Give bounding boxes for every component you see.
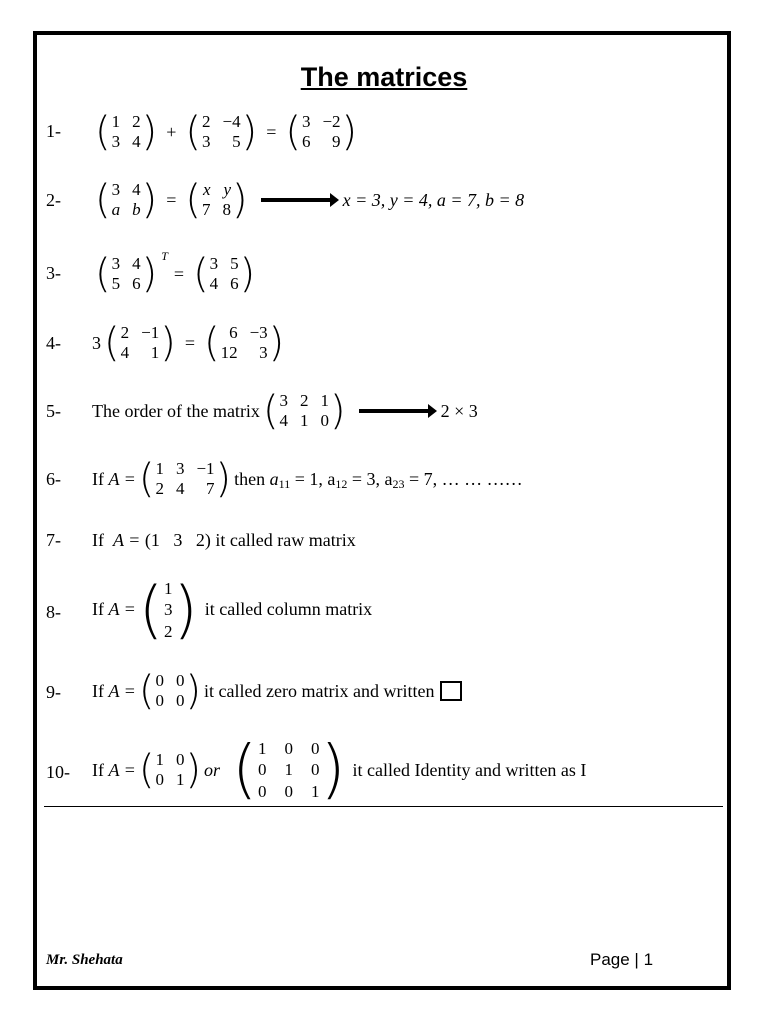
if-text: If bbox=[92, 680, 104, 701]
item-number: 4- bbox=[46, 333, 61, 353]
matrix: ( x y 7 8 ) bbox=[185, 177, 248, 223]
scalar: 3 bbox=[92, 332, 101, 353]
matrix: ( 0 0 0 0 ) bbox=[138, 668, 202, 714]
item-7-statement bbox=[92, 530, 356, 551]
item-6-statement bbox=[92, 456, 523, 502]
transpose-superscript: T bbox=[161, 248, 168, 263]
item-5-result: 2 × 3 bbox=[440, 400, 478, 421]
arrow-icon bbox=[359, 409, 431, 413]
matrix: ( 1 2 3 4 ) bbox=[95, 109, 158, 155]
then-text: then bbox=[234, 468, 266, 489]
item-3-equation: ( 3 4 5 6 ) T = ( 3 5 4 6 ) bbox=[95, 248, 256, 297]
item-number: 10- bbox=[46, 762, 70, 782]
a-equals: A = bbox=[108, 468, 136, 489]
item-number: 8- bbox=[46, 602, 61, 622]
item-number: 9- bbox=[46, 682, 61, 702]
matrix: ( 1 0 0 1 ) bbox=[138, 747, 202, 793]
item-10-statement bbox=[92, 733, 590, 807]
if-text: If bbox=[92, 599, 104, 620]
if-text: If bbox=[92, 468, 104, 489]
if-text: If bbox=[92, 530, 104, 550]
element-text: = 7, … … …… bbox=[408, 468, 523, 489]
subscript: 23 bbox=[392, 476, 405, 491]
page-border bbox=[33, 31, 731, 990]
a-equals: A = bbox=[113, 530, 141, 550]
matrix: ( 3 4 a b ) bbox=[95, 177, 158, 223]
item-9-label: it called zero matrix and written bbox=[204, 680, 435, 701]
item-4-equation: 3 ( 2 −1 4 1 ) = ( 6 −3 12 3 ) bbox=[92, 320, 285, 366]
item-7-label: it called raw matrix bbox=[215, 530, 356, 550]
matrix: ( 3 4 5 6 ) bbox=[95, 251, 158, 297]
matrix: ( 3 2 1 4 1 0 ) bbox=[262, 388, 346, 434]
element-a: a bbox=[269, 468, 279, 489]
item-2-result: x = 3, y = 4, a = 7, b = 8 bbox=[342, 189, 525, 210]
matrix: ( 6 −3 12 3 ) bbox=[203, 320, 285, 366]
item-number: 6- bbox=[46, 469, 61, 489]
item-5-label: The order of the matrix bbox=[92, 400, 260, 421]
matrix: ( 1 0 0 0 1 0 0 0 1 ) bbox=[232, 733, 346, 807]
matrix: ( 1 3 2 ) bbox=[138, 572, 198, 646]
a-equals: A = bbox=[108, 759, 136, 780]
footer-author: Mr. Shehata bbox=[46, 952, 123, 968]
matrix: ( 3 5 4 6 ) bbox=[193, 251, 256, 297]
matrix: ( 3 −2 6 9 ) bbox=[285, 109, 358, 155]
page-title: The matrices bbox=[300, 62, 468, 92]
item-number: 3- bbox=[46, 263, 61, 283]
matrix: ( 2 −1 4 1 ) bbox=[104, 320, 176, 366]
item-number: 7- bbox=[46, 530, 61, 550]
item-number: 1- bbox=[46, 121, 61, 141]
or-text: or bbox=[204, 759, 221, 780]
element-text: = 1, a bbox=[294, 468, 336, 489]
subscript: 12 bbox=[335, 476, 348, 491]
item-number: 2- bbox=[46, 190, 61, 210]
item-10-label: it called Identity and written as I bbox=[352, 759, 587, 780]
divider bbox=[44, 806, 723, 807]
arrow-icon bbox=[261, 198, 333, 202]
item-number: 5- bbox=[46, 401, 61, 421]
a-equals: A = bbox=[108, 599, 136, 620]
footer-page-number: Page | 1 bbox=[590, 950, 654, 969]
item-2-equation: ( 3 4 a b ) = ( x y 7 8 ) x = 3, y = 4, a = 7, b = 8 bbox=[95, 177, 525, 223]
item-1-equation: ( 1 2 3 4 ) + ( 2 −4 3 5 ) = ( 3 −2 6 9 ) bbox=[95, 109, 358, 155]
item-8-label: it called column matrix bbox=[204, 599, 373, 620]
a-equals: A = bbox=[108, 680, 136, 701]
item-8-statement bbox=[92, 572, 376, 646]
matrix: ( 2 −4 3 5 ) bbox=[185, 109, 258, 155]
item-5-statement bbox=[92, 388, 478, 434]
if-text: If bbox=[92, 759, 104, 780]
element-text: = 3, a bbox=[351, 468, 393, 489]
square-icon bbox=[440, 681, 462, 701]
row-matrix: (1 3 2) bbox=[144, 530, 211, 550]
item-9-statement bbox=[92, 668, 462, 714]
matrix: ( 1 3 −1 2 4 7 ) bbox=[138, 456, 232, 502]
subscript: 11 bbox=[278, 476, 291, 491]
